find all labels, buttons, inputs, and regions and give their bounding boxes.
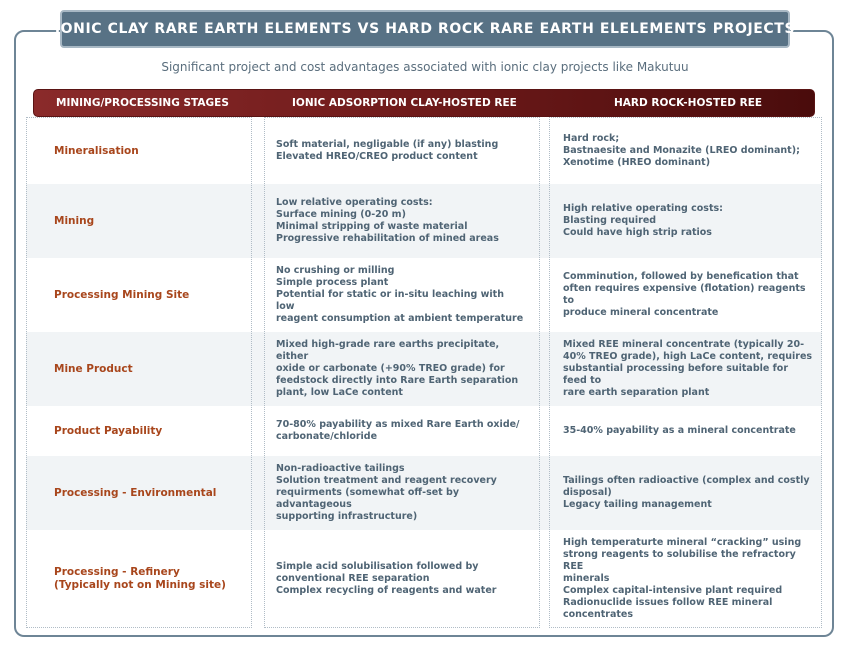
ionic-clay-cell-line: plant, low LaCe content [276,387,403,398]
column-outline-hard-rock [549,117,822,628]
ionic-clay-cell-line: oxide or carbonate (+90% TREO grade) for [276,363,505,374]
ionic-clay-cell-line: feedstock directly into Rare Earth separation [276,375,519,386]
stage-cell-line: Processing Mining Site [54,288,190,301]
column-outline-stages [26,117,252,628]
hard-rock-cell-line: 40% TREO grade), high LaCe content, requires [563,351,813,362]
ionic-clay-cell-line: carbonate/chloride [276,431,378,442]
hard-rock-cell-line: substantial processing before suitable for feed to [563,363,788,386]
stage-cell-line: Mineralisation [54,144,139,157]
hard-rock-cell-line: Comminution, followed by benefication that [563,271,799,282]
hard-rock-cell-line: 35-40% payability as a mineral concentrate [563,425,796,436]
hard-rock-cell-line: produce mineral concentrate [563,307,719,318]
stage-cell-line: Processing - Refinery [54,566,180,578]
table-header [33,89,815,117]
ionic-clay-cell-line: requirments (somewhat off-set by advantageous [276,487,460,510]
ionic-clay-cell-line: 70-80% payability as mixed Rare Earth oxide/ [276,419,520,430]
page-subtitle: Significant project and cost advantages associated with ionic clay projects like Makutuu [161,60,689,74]
ionic-clay-cell-line: Simple acid solubilisation followed by [276,561,479,572]
header-stages: MINING/PROCESSING STAGES [56,97,229,109]
ionic-clay-cell-line: Elevated HREO/CREO product content [276,151,478,162]
stage-cell-line: Product Payability [54,424,163,437]
hard-rock-cell-line: minerals [563,573,610,584]
ionic-clay-cell-line: Soft material, negligable (if any) blasting [276,139,499,150]
ionic-clay-cell-line: supporting infrastructure) [276,511,418,522]
hard-rock-cell-line: Hard rock; [563,133,620,144]
ionic-clay-cell-line: Simple process plant [276,277,389,288]
hard-rock-cell-line: High temperaturte mineral “cracking” using [563,537,802,548]
hard-rock-cell-line: often requires expensive (flotation) reagents to [563,283,806,306]
hard-rock-cell-line: Xenotime (HREO dominant) [563,157,711,168]
ionic-clay-cell-line: Progressive rehabilitation of mined areas [276,233,499,244]
hard-rock-cell-line: Legacy tailing management [563,499,712,510]
hard-rock-cell-line: rare earth separation plant [563,387,710,398]
hard-rock-cell-line: strong reagents to solubilise the refractory REE [563,549,796,572]
hard-rock-cell-line: Complex capital-intensive plant required [563,585,783,596]
ionic-clay-cell-line: Non-radioactive tailings [276,463,405,474]
column-outline-ionic-clay [264,117,540,628]
hard-rock-cell-line: High relative operating costs: [563,203,723,214]
hard-rock-cell-line: concentrates [563,609,634,620]
stage-cell-line: Processing - Environmental [54,486,217,499]
hard-rock-cell-line: Tailings often radioactive (complex and costly [563,475,810,486]
stage-cell-line: Mine Product [54,362,133,375]
ionic-clay-cell-line: Solution treatment and reagent recovery [276,475,497,486]
hard-rock-cell-line: Radionuclide issues follow REE mineral [563,597,773,608]
ionic-clay-cell-line: Minimal stripping of waste material [276,221,468,232]
hard-rock-cell-line: Could have high strip ratios [563,227,712,238]
ionic-clay-cell-line: conventional REE separation [276,573,430,584]
ionic-clay-cell-line: Complex recycling of reagents and water [276,585,497,596]
page-title: IONIC CLAY RARE EARTH ELEMENTS VS HARD ROCK RARE EARTH ELELEMENTS PROJECTS [60,10,790,48]
hard-rock-cell-line: disposal) [563,487,612,498]
ionic-clay-cell-line: Mixed high-grade rare earths precipitate, either [276,339,500,362]
hard-rock-cell-line: Mixed REE mineral concentrate (typically 20- [563,339,805,350]
ionic-clay-cell-line: No crushing or milling [276,265,395,276]
ionic-clay-cell-line: reagent consumption at ambient temperature [276,313,524,324]
hard-rock-cell-line: Bastnaesite and Monazite (LREO dominant); [563,145,800,156]
ionic-clay-cell-line: Surface mining (0-20 m) [276,209,406,220]
stage-cell-line: (Typically not on Mining site) [54,579,226,591]
header-hard-rock: HARD ROCK-HOSTED REE [614,97,763,109]
header-ionic-clay: IONIC ADSORPTION CLAY-HOSTED REE [292,97,517,109]
stage-cell-line: Mining [54,214,95,227]
ionic-clay-cell-line: Low relative operating costs: [276,197,433,208]
ionic-clay-cell-line: Potential for static or in-situ leaching with low [276,289,504,312]
hard-rock-cell-line: Blasting required [563,215,657,226]
